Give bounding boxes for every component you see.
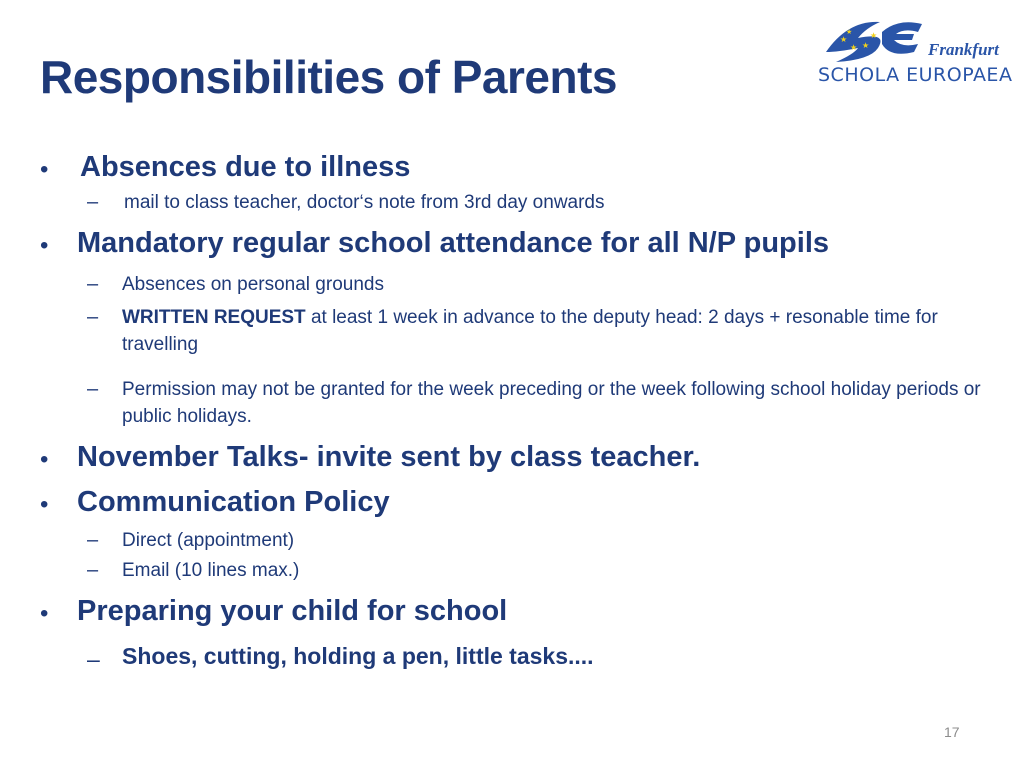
svg-text:★: ★ xyxy=(846,29,853,36)
bullet-icon: • xyxy=(40,232,49,259)
se-monogram-icon xyxy=(818,12,930,68)
bullet-icon: • xyxy=(40,491,49,518)
dash-icon: – xyxy=(87,559,99,581)
page-number: 17 xyxy=(944,724,960,740)
logo-name-text: SCHOLA EUROPAEA xyxy=(818,64,1013,86)
svg-text:★: ★ xyxy=(870,31,878,40)
sub-item-written-request xyxy=(122,304,1002,358)
written-request-label: WRITTEN REQUEST xyxy=(122,307,306,328)
dash-icon: – xyxy=(87,191,99,213)
svg-text:★: ★ xyxy=(840,35,848,44)
dash-icon: – xyxy=(87,646,100,672)
written-request-text: at least 1 week in advance to the deputy head: 2 days + resonable time for travelling xyxy=(122,307,938,355)
heading-november-talks: November Talks- invite sent by class teacher. xyxy=(77,441,701,473)
heading-communication-policy: Communication Policy xyxy=(77,486,390,518)
slide-title: Responsibilities of Parents xyxy=(40,51,617,103)
logo-city-text: Frankfurt xyxy=(928,40,999,59)
schola-europaea-logo xyxy=(818,10,1014,96)
heading-mandatory-attendance: Mandatory regular school attendance for all N/P pupils xyxy=(77,227,830,259)
dash-icon: – xyxy=(87,378,99,400)
svg-text:★: ★ xyxy=(862,41,870,50)
sub-item-illness-mail: mail to class teacher, doctor‘s note from 3rd day onwards xyxy=(124,192,605,213)
heading-preparing-child: Preparing your child for school xyxy=(77,595,508,627)
sub-item-direct: Direct (appointment) xyxy=(122,530,295,551)
sub-item-shoes-cutting: Shoes, cutting, holding a pen, little tasks.... xyxy=(122,643,594,669)
bullet-icon: • xyxy=(40,600,49,627)
svg-text:★: ★ xyxy=(850,43,858,52)
sub-item-email: Email (10 lines max.) xyxy=(122,560,300,581)
dash-icon: – xyxy=(87,529,99,551)
heading-absences-illness: Absences due to illness xyxy=(80,151,411,183)
dash-icon: – xyxy=(87,273,99,295)
dash-icon: – xyxy=(87,306,99,328)
sub-item-permission: Permission may not be granted for the week preceding or the week following school holiday periods or public holidays. xyxy=(122,379,981,427)
bullet-icon: • xyxy=(40,156,49,183)
sub-item-personal-grounds: Absences on personal grounds xyxy=(122,274,384,295)
bullet-icon: • xyxy=(40,446,49,473)
